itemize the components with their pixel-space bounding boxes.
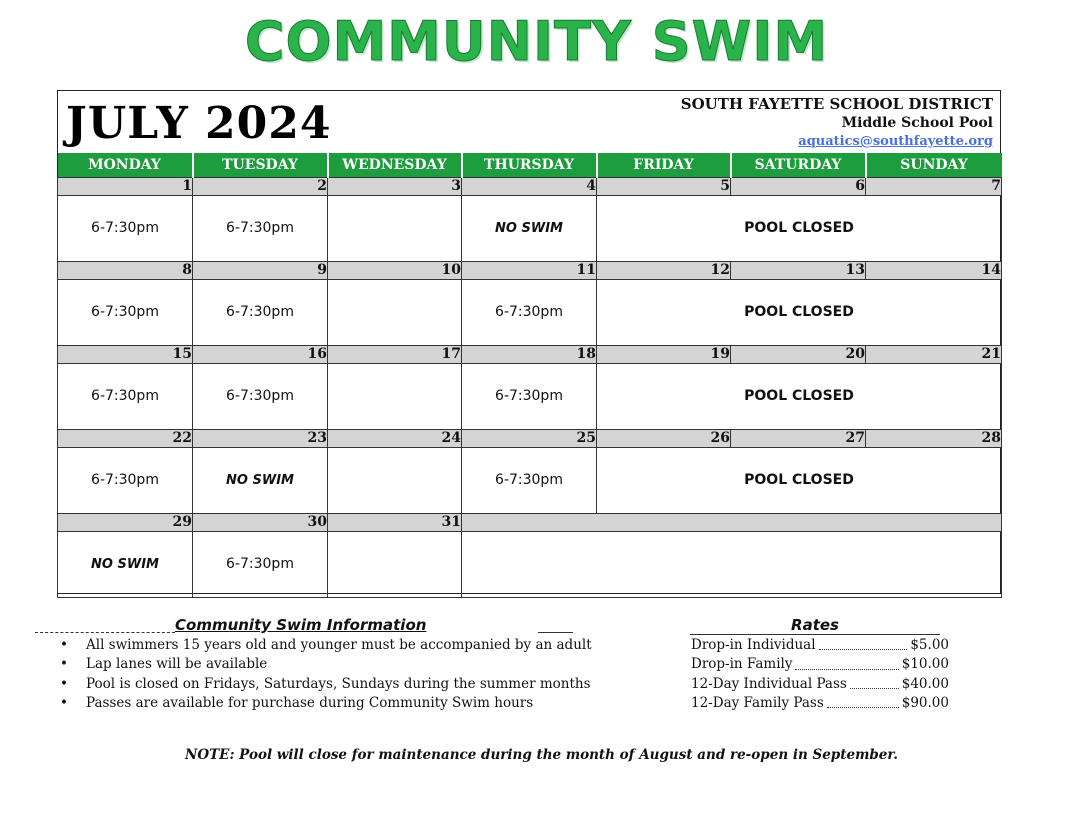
event-row bbox=[58, 279, 1002, 345]
list-item bbox=[60, 694, 592, 713]
no-swim-cell: NO SWIM bbox=[462, 195, 597, 261]
rate-label: Drop-in Individual bbox=[691, 637, 816, 653]
empty-day-cell bbox=[328, 531, 462, 597]
date-number: 15 bbox=[58, 345, 193, 363]
info-bullet-text: All swimmers 15 years old and younger must be accompanied by an adult bbox=[86, 637, 592, 653]
rate-row bbox=[691, 636, 949, 655]
rate-label: 12-Day Individual Pass bbox=[691, 675, 847, 692]
info-title-rule bbox=[538, 632, 573, 633]
swim-time-cell: 6-7:30pm bbox=[58, 279, 193, 345]
event-row bbox=[58, 363, 1002, 429]
empty-day-cell bbox=[328, 363, 462, 429]
page-title: COMMUNITY SWIM bbox=[244, 10, 829, 73]
weekday-header-row bbox=[58, 153, 1002, 177]
swim-time-cell: 6-7:30pm bbox=[193, 195, 328, 261]
date-number: 18 bbox=[462, 345, 597, 363]
date-number: 16 bbox=[193, 345, 328, 363]
weekday-header: WEDNESDAY bbox=[328, 153, 462, 177]
swim-time-cell: 6-7:30pm bbox=[58, 447, 193, 513]
dot-leader bbox=[827, 707, 899, 708]
info-bullet-text: Pool is closed on Fridays, Saturdays, Sundays during the summer months bbox=[86, 675, 591, 692]
email-link[interactable]: aquatics@southfayette.org bbox=[798, 134, 993, 149]
event-row bbox=[58, 447, 1002, 513]
weekday-header: FRIDAY bbox=[597, 153, 731, 177]
swim-time-cell: 6-7:30pm bbox=[193, 279, 328, 345]
date-number: 5 bbox=[597, 177, 731, 195]
info-title-rule bbox=[35, 632, 175, 633]
date-number: 8 bbox=[58, 261, 193, 279]
bullet-icon: • bbox=[60, 637, 68, 653]
date-number-row bbox=[58, 345, 1002, 363]
info-bullet-text: Passes are available for purchase during Community Swim hours bbox=[86, 694, 534, 711]
list-item bbox=[60, 655, 592, 674]
date-number: 9 bbox=[193, 261, 328, 279]
dot-leader bbox=[850, 688, 899, 689]
event-row bbox=[58, 195, 1002, 261]
rate-label: Drop-in Family bbox=[691, 656, 793, 673]
date-number: 30 bbox=[193, 513, 328, 531]
rates-list bbox=[691, 636, 949, 713]
footer-note: NOTE: Pool will close for maintenance during the month of August and re-open in September. bbox=[185, 747, 898, 763]
date-number: 31 bbox=[328, 513, 462, 531]
date-number-row bbox=[58, 261, 1002, 279]
event-row bbox=[58, 531, 1002, 597]
empty-day-cell bbox=[328, 447, 462, 513]
rate-row bbox=[691, 675, 949, 694]
list-item bbox=[60, 675, 592, 694]
swim-time-cell: 6-7:30pm bbox=[462, 279, 597, 345]
month-label: JULY 2024 bbox=[66, 98, 332, 149]
empty-day-cell bbox=[462, 531, 1002, 597]
date-number: 6 bbox=[731, 177, 866, 195]
date-number: 20 bbox=[731, 345, 866, 363]
location-name: Middle School Pool bbox=[841, 115, 993, 131]
date-number: 23 bbox=[193, 429, 328, 447]
no-swim-cell: NO SWIM bbox=[193, 447, 328, 513]
pool-closed-cell: POOL CLOSED bbox=[597, 195, 1002, 261]
info-list bbox=[60, 636, 592, 713]
date-number: 26 bbox=[597, 429, 731, 447]
date-number-row bbox=[58, 513, 1002, 531]
swim-time-cell: 6-7:30pm bbox=[193, 363, 328, 429]
date-number: 12 bbox=[597, 261, 731, 279]
list-item bbox=[60, 636, 592, 655]
organization-block bbox=[681, 94, 993, 151]
rate-price: $90.00 bbox=[901, 694, 949, 711]
rate-row bbox=[691, 694, 949, 713]
rates-title: Rates bbox=[690, 616, 940, 635]
swim-time-cell: 6-7:30pm bbox=[462, 447, 597, 513]
date-number: 10 bbox=[328, 261, 462, 279]
empty-day-cell bbox=[328, 279, 462, 345]
no-swim-cell: NO SWIM bbox=[58, 531, 193, 597]
date-number: 1 bbox=[58, 177, 193, 195]
bullet-icon: • bbox=[60, 694, 68, 711]
pool-closed-cell: POOL CLOSED bbox=[597, 279, 1002, 345]
date-number: 11 bbox=[462, 261, 597, 279]
rate-price: $40.00 bbox=[901, 675, 949, 692]
date-number-row bbox=[58, 429, 1002, 447]
date-number-row bbox=[58, 177, 1002, 195]
date-number: 22 bbox=[58, 429, 193, 447]
date-number: 28 bbox=[866, 429, 1002, 447]
date-number: 7 bbox=[866, 177, 1002, 195]
date-number: 17 bbox=[328, 345, 462, 363]
date-number: 14 bbox=[866, 261, 1002, 279]
district-name: SOUTH FAYETTE SCHOOL DISTRICT bbox=[680, 95, 993, 113]
rate-price: $5.00 bbox=[910, 637, 949, 653]
date-number: 24 bbox=[328, 429, 462, 447]
date-number: 29 bbox=[58, 513, 193, 531]
date-number: 3 bbox=[328, 177, 462, 195]
rate-label: 12-Day Family Pass bbox=[691, 694, 824, 711]
weekday-header: SATURDAY bbox=[731, 153, 866, 177]
rate-price: $10.00 bbox=[901, 656, 949, 673]
empty-day-cell bbox=[328, 195, 462, 261]
empty-date-cell bbox=[462, 513, 1002, 531]
dot-leader bbox=[819, 649, 908, 650]
date-number: 19 bbox=[597, 345, 731, 363]
swim-time-cell: 6-7:30pm bbox=[58, 195, 193, 261]
info-title: Community Swim Information bbox=[175, 616, 427, 634]
swim-time-cell: 6-7:30pm bbox=[462, 363, 597, 429]
weekday-header: SUNDAY bbox=[866, 153, 1002, 177]
weekday-header: MONDAY bbox=[58, 153, 193, 177]
date-number: 13 bbox=[731, 261, 866, 279]
weekday-header: THURSDAY bbox=[462, 153, 597, 177]
date-number: 21 bbox=[866, 345, 1002, 363]
pool-closed-cell: POOL CLOSED bbox=[597, 363, 1002, 429]
date-number: 2 bbox=[193, 177, 328, 195]
calendar-grid bbox=[57, 153, 1002, 598]
bullet-icon: • bbox=[60, 656, 68, 673]
dot-leader bbox=[795, 669, 898, 670]
bullet-icon: • bbox=[60, 675, 68, 692]
date-number: 4 bbox=[462, 177, 597, 195]
date-number: 25 bbox=[462, 429, 597, 447]
info-bullet-text: Lap lanes will be available bbox=[86, 656, 268, 673]
date-number: 27 bbox=[731, 429, 866, 447]
swim-time-cell: 6-7:30pm bbox=[58, 363, 193, 429]
pool-closed-cell: POOL CLOSED bbox=[597, 447, 1002, 513]
rate-row bbox=[691, 655, 949, 674]
swim-time-cell: 6-7:30pm bbox=[193, 531, 328, 597]
weekday-header: TUESDAY bbox=[193, 153, 328, 177]
